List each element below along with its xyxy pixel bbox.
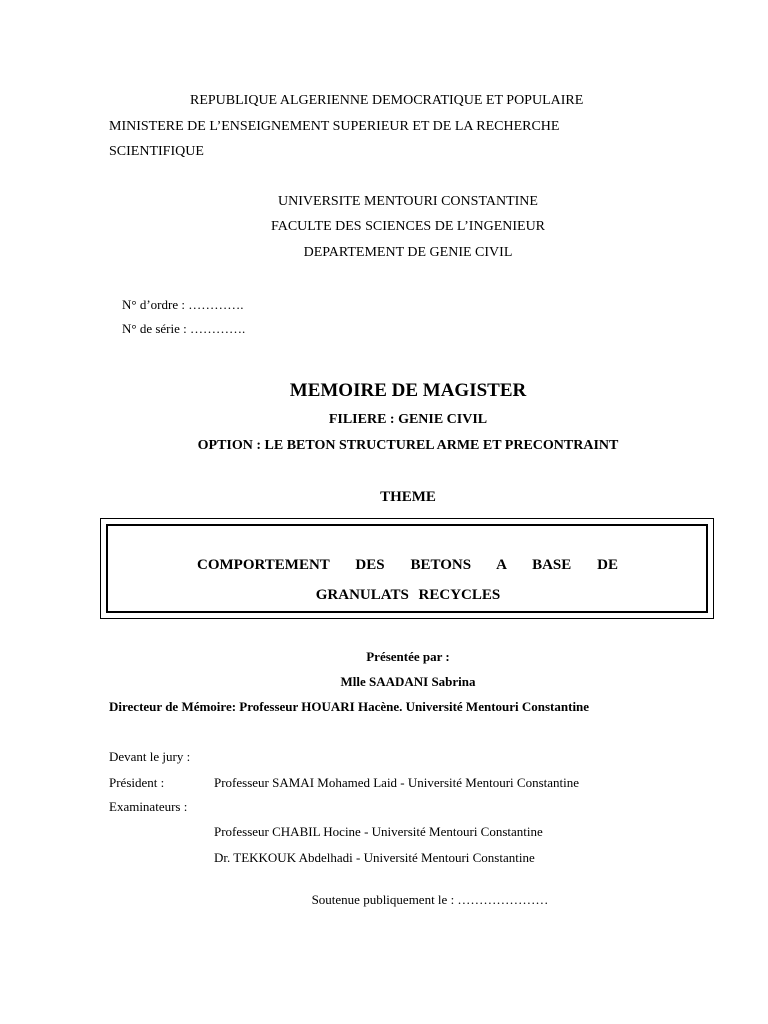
jury-label: Devant le jury :: [109, 749, 191, 764]
republic-heading: REPUBLIQUE ALGERIENNE DEMOCRATIQUE ET POPULAIRE: [190, 93, 584, 108]
author-name: Mlle SAADANI Sabrina: [340, 674, 476, 689]
defense-date: Soutenue publiquement le : …………………: [311, 892, 549, 907]
field-of-study: FILIERE : GENIE CIVIL: [328, 412, 488, 427]
department-name: DEPARTEMENT DE GENIE CIVIL: [303, 245, 513, 260]
examiners-role: Examinateurs :: [109, 799, 188, 814]
ministry-heading-line2: SCIENTIFIQUE: [109, 144, 204, 159]
theme-title-line1: COMPORTEMENT DES BETONS A BASE DE: [197, 557, 618, 573]
order-number: N° d’ordre : ………….: [122, 297, 244, 312]
theme-label: THEME: [380, 489, 436, 505]
document-title: MEMOIRE DE MAGISTER: [289, 380, 527, 401]
examiner-name: Professeur CHABIL Hocine - Université Mentouri Constantine: [214, 824, 543, 839]
president-name: Professeur SAMAI Mohamed Laid - Université Mentouri Constantine: [214, 775, 580, 790]
president-role: Président :: [109, 775, 165, 790]
faculty-name: FACULTE DES SCIENCES DE L’INGENIEUR: [270, 219, 546, 234]
thesis-director: Directeur de Mémoire: Professeur HOUARI Hacène. Université Mentouri Constantine: [109, 699, 590, 714]
ministry-heading-line1: MINISTERE DE L’ENSEIGNEMENT SUPERIEUR ET DE LA RECHERCHE: [109, 119, 560, 134]
theme-title-line2: GRANULATS RECYCLES: [315, 587, 501, 603]
study-option: OPTION : LE BETON STRUCTUREL ARME ET PRECONTRAINT: [197, 438, 619, 453]
presented-by-label: Présentée par :: [366, 649, 450, 664]
examiner-name: Dr. TEKKOUK Abdelhadi - Université Mentouri Constantine: [214, 850, 535, 865]
series-number: N° de série : ………….: [122, 321, 246, 336]
university-name: UNIVERSITE MENTOURI CONSTANTINE: [278, 194, 538, 209]
